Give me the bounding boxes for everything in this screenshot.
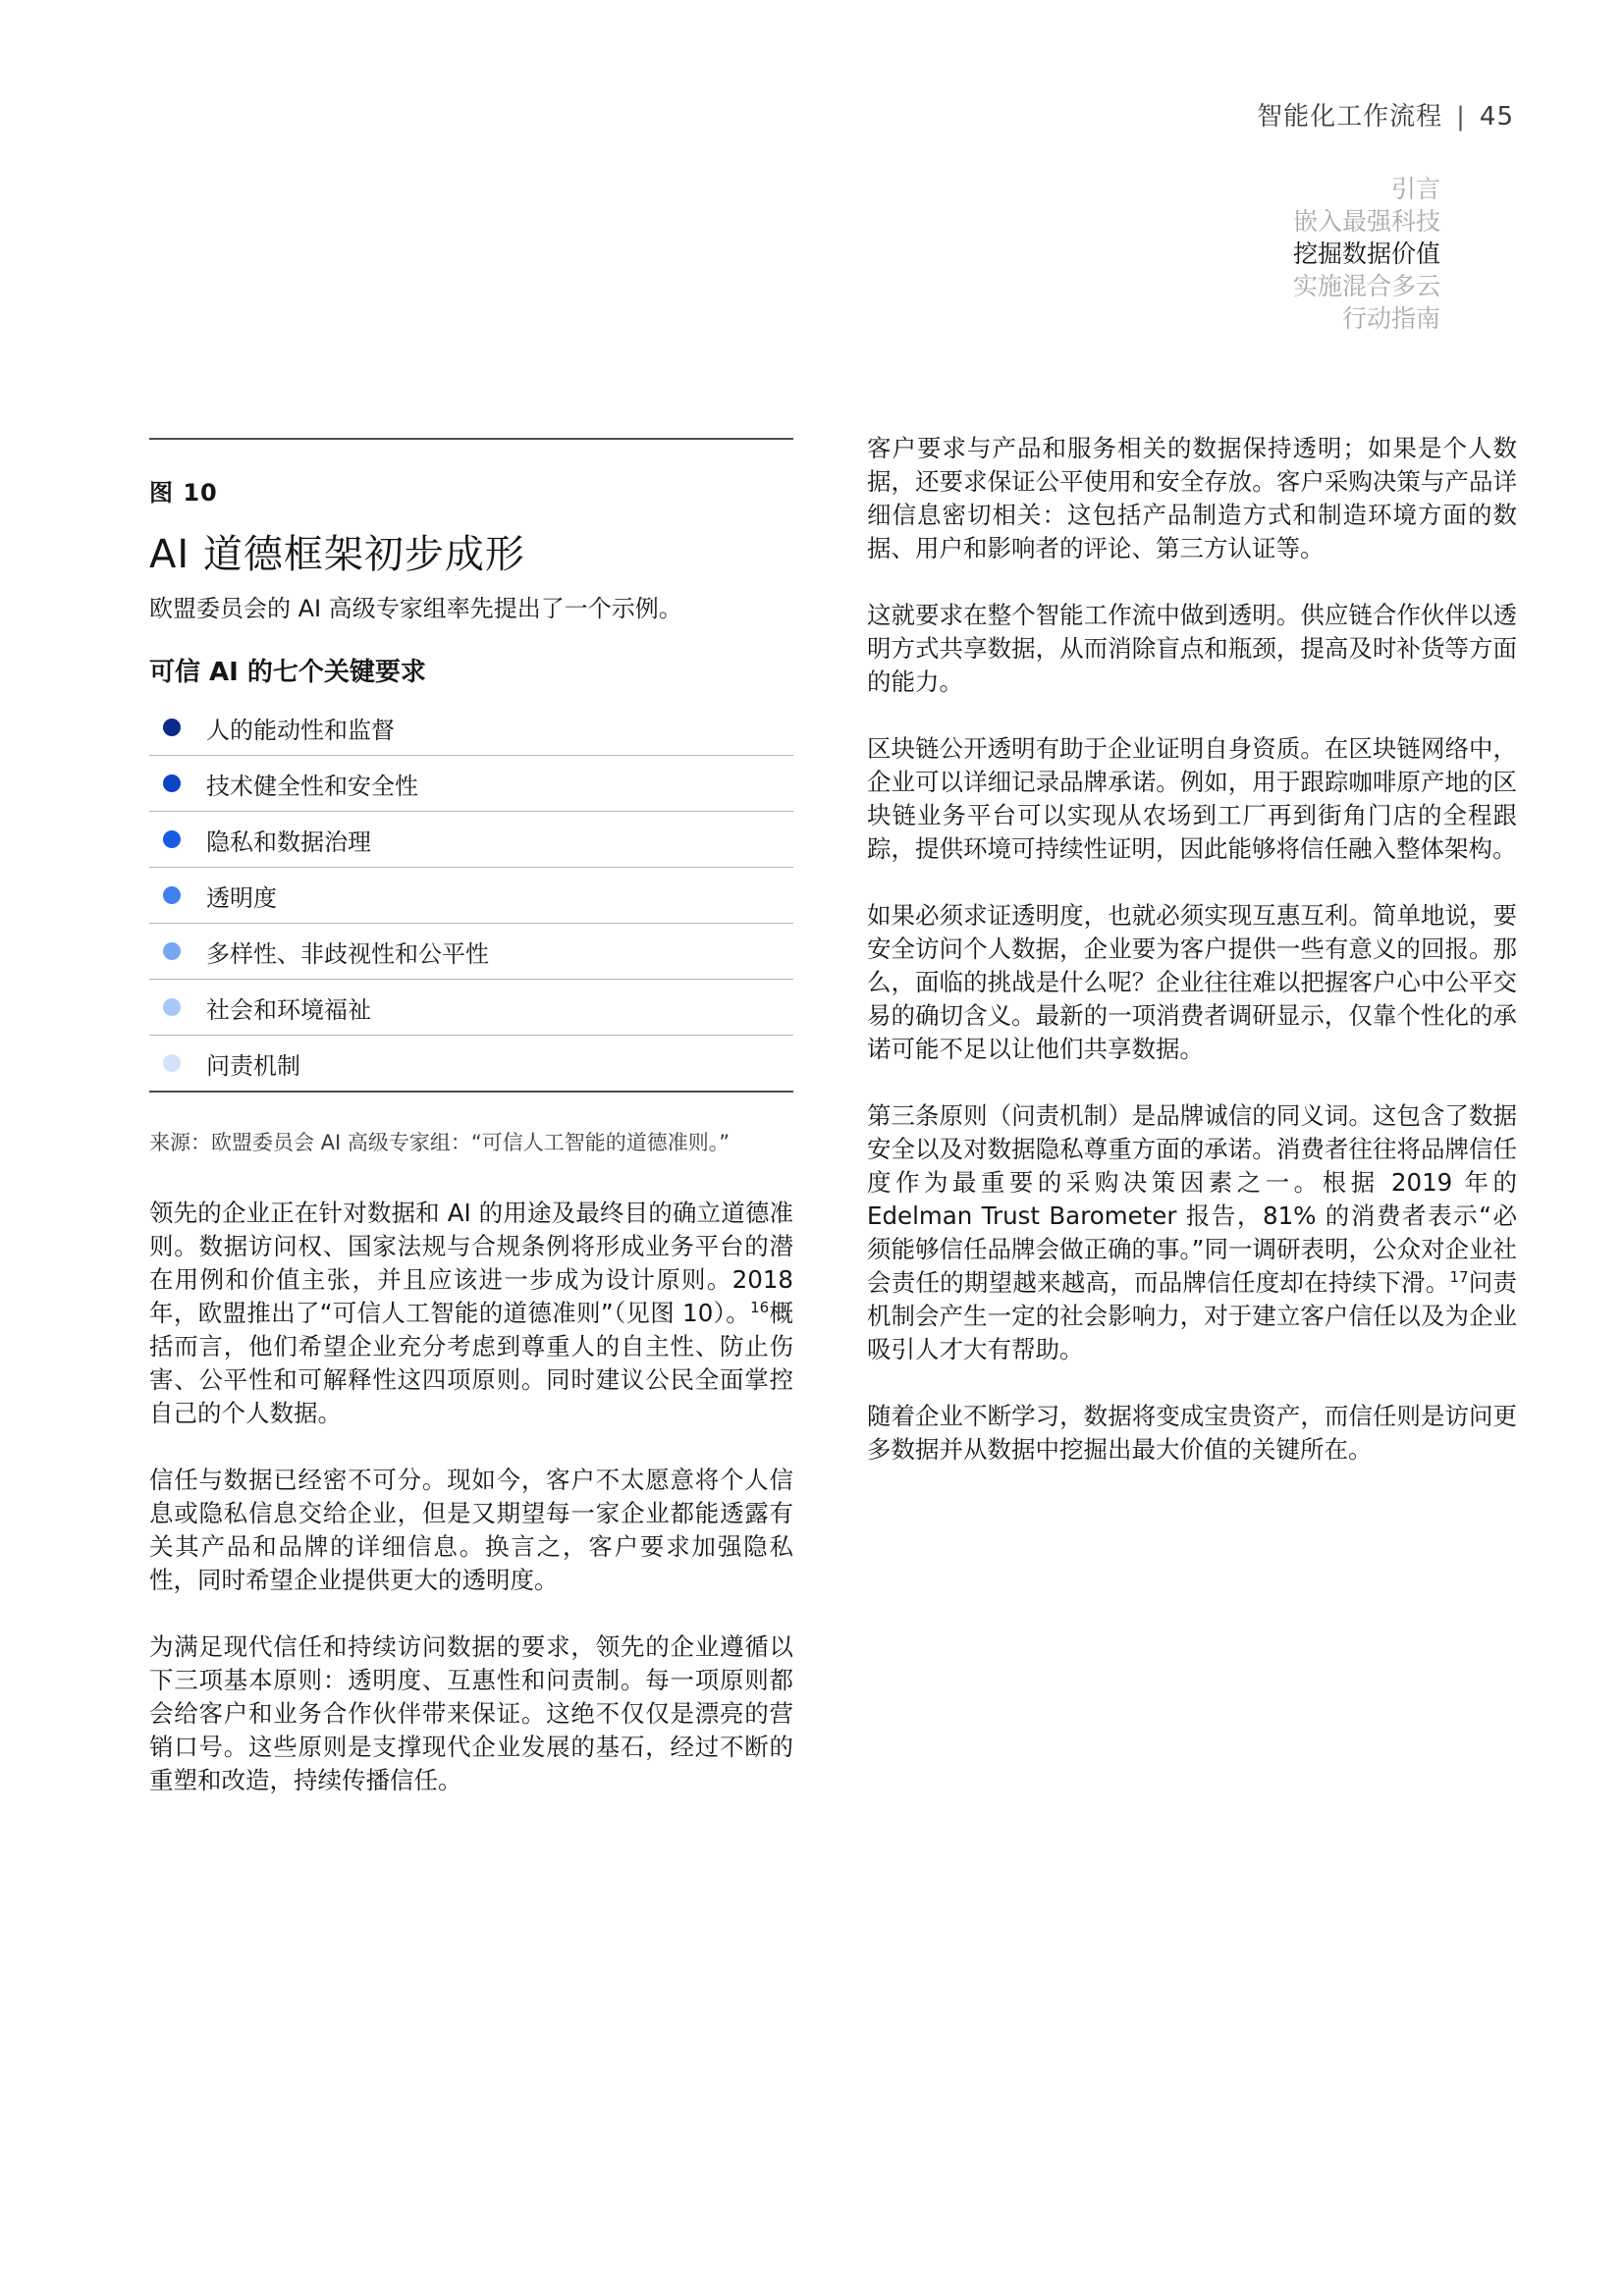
paragraph-text: 领先的企业正在针对数据和 AI 的用途及最终目的确立道德准则。数据访问权、国家法规与合规条例将形成业务平台的潜在用例和价值主张，并且应该进一步成为设计原则。2018 年，欧盟推出了“可信人工智能的道德准则”（见图 10）。 [149,1199,793,1327]
body-paragraph: 随着企业不断学习，数据将变成宝贵资产，而信任则是访问更多数据并从数据中挖掘出最大价值的关键所在。 [867,1402,1517,1464]
right-column [867,432,1517,1500]
bullet-dot-icon [163,830,181,848]
header-separator: | [1456,102,1466,132]
requirements-heading: 可信 AI 的七个关键要求 [149,658,426,687]
requirement-label: 透明度 [206,883,277,912]
footnote-ref[interactable]: 16 [750,1298,770,1316]
figure-label: 图 10 [149,479,218,507]
requirement-label: 问责机制 [206,1051,300,1080]
requirement-item [149,812,793,868]
page-number: 45 [1479,102,1514,132]
figure-title: AI 道德框架初步成形 [149,532,525,577]
bullet-dot-icon [163,942,181,960]
nav-item-hybrid-cloud[interactable]: 实施混合多云 [1292,272,1440,300]
requirement-item [149,924,793,980]
requirement-label: 人的能动性和监督 [206,716,395,744]
requirement-label: 技术健全性和安全性 [206,772,418,800]
body-paragraph [149,1197,793,1430]
body-paragraph: 区块链公开透明有助于企业证明自身资质。在区块链网络中，企业可以详细记录品牌承诺。例如，用于跟踪咖啡原产地的区块链业务平台可以实现从农场到工厂再到街角门店的全程跟踪，提供环境可持续性证明，因此能够将信任融入整体架构。 [867,734,1517,863]
body-paragraph: 这就要求在整个智能工作流中做到透明。供应链合作伙伴以透明方式共享数据，从而消除盲点和瓶颈，提高及时补货等方面的能力。 [867,601,1517,696]
paragraph-text: 问责机制会产生一定的社会影响力，对于建立客户信任以及为企业吸引人才大有帮助。 [867,1268,1518,1363]
bullet-dot-icon [163,886,181,904]
figure-top-rule [149,438,793,440]
requirement-item [149,700,793,756]
bullet-dot-icon [163,774,181,792]
requirement-item [149,1036,793,1093]
section-title: 智能化工作流程 [1257,102,1443,132]
requirement-label: 隐私和数据治理 [206,828,371,856]
nav-item-data-value[interactable]: 挖掘数据价值 [1292,240,1440,268]
bullet-dot-icon [163,719,181,736]
body-paragraph: 客户要求与产品和服务相关的数据保持透明；如果是个人数据，还要求保证公平使用和安全存放。客户采购决策与产品详细信息密切相关：这包括产品制造方式和制造环境方面的数据、用户和影响者的评论、第三方认证等。 [867,434,1517,562]
paragraph-text: 第三条原则（问责机制）是品牌诚信的同义词。这包含了数据安全以及对数据隐私尊重方面的承诺。消费者往往将品牌信任度作为最重要的采购决策因素之一。根据 2019 年的 Edelman Trust Barometer 报告，81% 的消费者表示“必须能够信任品牌会做正确的事。”同一调研表明，公众对企业社会责任的期望越来越高，而品牌信任度却在持续下滑。 [867,1101,1517,1297]
left-column [149,438,793,1797]
nav-item-intro[interactable]: 引言 [1390,175,1440,203]
requirement-label: 社会和环境福祉 [206,995,371,1024]
body-paragraph [867,1099,1517,1366]
footnote-ref[interactable]: 17 [1449,1267,1469,1286]
section-nav [1293,173,1440,335]
requirement-item [149,980,793,1036]
paragraph-text: 概括而言，他们希望企业充分考虑到尊重人的自主性、防止伤害、公平性和可解释性这四项原则。同时建议公民全面掌控自己的个人数据。 [149,1299,793,1427]
requirement-item [149,868,793,924]
body-paragraph: 为满足现代信任和持续访问数据的要求，领先的企业遵循以下三项基本原则：透明度、互惠性和问责制。每一项原则都会给客户和业务合作伙伴带来保证。这绝不仅仅是漂亮的营销口号。这些原则是支撑现代企业发展的基石，经过不断的重塑和改造，持续传播信任。 [149,1632,793,1794]
requirement-label: 多样性、非歧视性和公平性 [206,939,489,968]
requirements-list [149,700,793,1093]
nav-item-embed-tech[interactable]: 嵌入最强科技 [1292,207,1440,236]
nav-item-action-guide[interactable]: 行动指南 [1341,304,1440,333]
bullet-dot-icon [163,998,181,1016]
body-paragraph: 如果必须求证透明度，也就必须实现互惠互利。简单地说，要安全访问个人数据，企业要为客户提供一些有意义的回报。那么，面临的挑战是什么呢？企业往往难以把握客户心中公平交易的确切含义。最新的一项消费者调研显示，仅靠个性化的承诺可能不足以让他们共享数据。 [867,901,1517,1063]
requirement-item [149,756,793,812]
bullet-dot-icon [163,1054,181,1072]
figure-source: 来源：欧盟委员会 AI 高级专家组：“可信人工智能的道德准则。” [149,1131,731,1154]
body-paragraph: 信任与数据已经密不可分。现如今，客户不太愿意将个人信息或隐私信息交给企业，但是又期望每一家企业都能透露有关其产品和品牌的详细信息。换言之，客户要求加强隐私性，同时希望企业提供更大的透明度。 [149,1466,793,1594]
page-header [1257,96,1514,133]
figure-subtitle: 欧盟委员会的 AI 高级专家组率先提出了一个示例。 [149,595,682,622]
